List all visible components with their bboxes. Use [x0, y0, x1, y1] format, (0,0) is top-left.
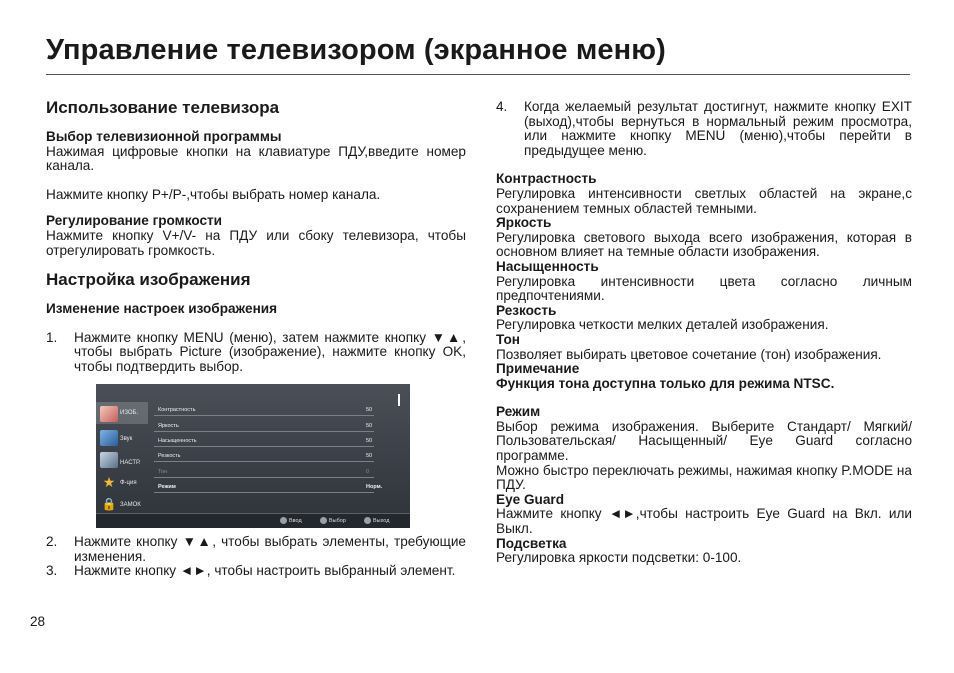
eye-guard-heading: Eye Guard: [496, 491, 564, 507]
exit-hint: Выход: [364, 517, 389, 524]
tint-text: Позволяет выбирать цветовое сочетание (тон) изображения.: [496, 346, 882, 362]
backlight-heading: Подсветка: [496, 535, 567, 551]
menu-row: [154, 481, 383, 493]
channel-switch-text: Нажмите кнопку P+/P-,чтобы выбрать номер канала.: [46, 186, 381, 202]
volume-text: Нажмите кнопку V+/V- на ПДУ или сбоку телевизора, чтобы отрегулировать громкость.: [46, 227, 466, 258]
sidebar-item-function: Ф-ция: [120, 480, 137, 486]
contrast-heading: Контрастность: [496, 171, 597, 187]
channel-text: Нажимая цифровые кнопки на клавиатуре ПДУ,введите номер канала.: [46, 143, 466, 174]
list-item: [496, 100, 912, 158]
mode-heading: Режим: [496, 404, 541, 420]
brightness-heading: Яркость: [496, 215, 552, 231]
sharpness-text: Регулировка четкости мелких деталей изображения.: [496, 317, 829, 333]
lock-icon: 🔒: [101, 497, 117, 511]
row-label: Контрастность: [158, 407, 196, 413]
steps-list-bottom: [46, 535, 466, 579]
sidebar-item-setup: НАСТР.: [120, 460, 141, 466]
step-number: 3.: [46, 563, 58, 579]
sidebar-item-lock: ЗАМОК: [120, 502, 141, 508]
enter-hint: Ввод: [280, 517, 302, 524]
select-hint: Выбор: [320, 517, 346, 524]
saturation-text: Регулировка интенсивности цвета согласно личным предпочтениями.: [496, 273, 912, 304]
step-number: 2.: [46, 534, 58, 549]
right-column: [496, 100, 912, 566]
menu-row: [154, 404, 374, 416]
contrast-text: Регулировка интенсивности светлых областей на экране,с сохранением темных областей темными.: [496, 185, 912, 216]
brightness-text: Регулировка светового выхода всего изображения, которая в основном влияет на темные области изображения.: [496, 229, 912, 260]
menu-row: [154, 466, 374, 478]
row-label: Режим: [158, 484, 176, 490]
left-column: [46, 98, 466, 375]
tv-menu-screenshot: [96, 384, 410, 528]
menu-panel: [154, 394, 388, 506]
row-label: Тон: [158, 469, 168, 475]
row-value: 50: [366, 438, 373, 444]
row-value: 50: [366, 407, 373, 413]
list-item: [46, 331, 466, 375]
row-label: Насыщенность: [158, 438, 197, 444]
channel-heading: Выбор телевизионной программы: [46, 129, 282, 144]
star-icon: ★: [102, 474, 116, 490]
section-title-usage: Использование телевизора: [46, 98, 280, 117]
step-number: 1.: [46, 329, 58, 345]
sharpness-heading: Резкость: [496, 302, 557, 318]
sidebar-item-sound: Звук: [120, 436, 133, 442]
step-text: Нажмите кнопку MENU (меню), затем нажмите кнопку ▼▲, чтобы выбрать Picture (изображение), нажмите кнопку OK, чтобы подтвердить выбор.: [74, 329, 466, 374]
page-title: Управление телевизором (экранное меню): [46, 34, 666, 66]
list-item: [46, 564, 466, 579]
section-title-picture: Настройка изображения: [46, 270, 251, 290]
row-label: Яркость: [158, 423, 179, 429]
tint-heading: Тон: [496, 331, 520, 347]
note-heading: Примечание: [496, 361, 580, 377]
volume-heading: Регулирование громкости: [46, 213, 223, 229]
page-number: 28: [30, 614, 46, 629]
menu-sidebar: [96, 384, 146, 528]
row-label: Резкость: [158, 453, 181, 459]
picture-icon: [100, 406, 118, 422]
backlight-text: Регулировка яркости подсветки: 0-100.: [496, 550, 742, 566]
mode-text: Выбор режима изображения. Выберите Стандарт/ Мягкий/ Пользовательская/ Насыщенный/ Eye Guard согласно программе.: [496, 418, 912, 464]
menu-button-bar: [96, 513, 410, 528]
mode-shortcut-text: Можно быстро переключать режимы, нажимая кнопку P.MODE на ПДУ.: [496, 462, 912, 493]
step-text: Нажмите кнопку ▼▲, чтобы выбрать элементы, требующие изменения.: [74, 534, 466, 564]
menu-row: [154, 420, 374, 432]
sound-icon: [100, 430, 118, 446]
title-divider: [46, 74, 910, 75]
row-value: Норм.: [366, 484, 383, 490]
step-text: Нажмите кнопку ◄►, чтобы настроить выбранный элемент.: [74, 563, 456, 579]
menu-scrollbar: [398, 394, 400, 406]
note-text: Функция тона доступна только для режима NTSC.: [496, 375, 835, 391]
settings-icon: [100, 452, 118, 468]
saturation-heading: Насыщенность: [496, 258, 599, 274]
row-value: 50: [366, 423, 373, 429]
list-item: [46, 535, 466, 564]
row-value: 50: [366, 453, 373, 459]
step-text: Когда желаемый результат достигнут, нажмите кнопку EXIT (выход),чтобы вернуться в нормальный режим просмотра, или нажмите кнопку MENU (меню),чтобы перейти в предыдущее меню.: [524, 99, 912, 158]
sidebar-item-picture: ИЗОБ.: [120, 410, 139, 416]
menu-row: [154, 435, 374, 447]
steps-list-top: [46, 331, 466, 375]
settings-heading: Изменение настроек изображения: [46, 301, 278, 317]
eye-guard-text: Нажмите кнопку ◄►,чтобы настроить Eye Guard на Вкл. или Выкл.: [496, 506, 912, 537]
row-value: 0: [366, 469, 370, 475]
menu-row: [154, 450, 374, 462]
step-number: 4.: [496, 99, 508, 114]
